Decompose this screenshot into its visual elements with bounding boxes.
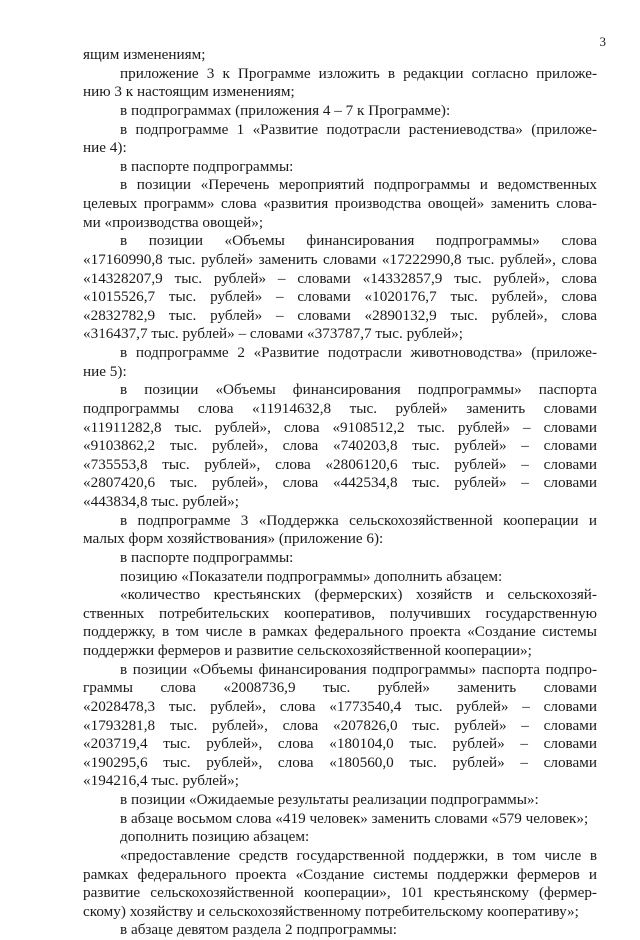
text-line: ственных потребительских кооперативов, получивших государственную xyxy=(83,604,597,622)
text-line: «1793281,8 тыс. рублей», слова «207826,0 тыс. рублей» – словами xyxy=(83,716,597,734)
text-line: «1015526,7 тыс. рублей» – словами «1020176,7 тыс. рублей», слова xyxy=(83,288,597,306)
text-line: в паспорте подпрограммы: xyxy=(120,157,294,175)
text-line: приложение 3 к Программе изложить в редакции согласно приложе- xyxy=(120,64,597,82)
text-line: в позиции «Объемы финансирования подпрограммы» паспорта xyxy=(120,381,597,399)
text-line: в подпрограмме 1 «Развитие подотрасли растениеводства» (приложе- xyxy=(120,120,597,138)
text-line: в позиции «Ожидаемые результаты реализации подпрограммы»: xyxy=(120,791,539,808)
text-line: скому) хозяйству и сельскохозяйственному потребительскому кооперативу»; xyxy=(83,902,579,920)
text-line: позицию «Показатели подпрограммы» дополнить абзацем: xyxy=(120,567,503,585)
text-line: «11911282,8 тыс. рублей», слова «9108512,2 тыс. рублей» – словами xyxy=(83,418,597,436)
text-line: в абзаце восьмом слова «419 человек» заменить словами «579 человек»; xyxy=(120,809,589,827)
text-line: ние 4): xyxy=(83,139,127,157)
text-line: «203719,4 тыс. рублей», слова «180104,0 тыс. рублей» – словами xyxy=(83,735,597,753)
text-line: «190295,6 тыс. рублей», слова «180560,0 тыс. рублей» – словами xyxy=(83,753,597,771)
text-line: в подпрограмме 3 «Поддержка сельскохозяйственной кооперации и xyxy=(120,511,597,529)
text-line: «443834,8 тыс. рублей»; xyxy=(83,493,239,510)
text-line: дополнить позицию абзацем: xyxy=(120,828,310,846)
text-line: подпрограммы слова «11914632,8 тыс. рублей» заменить словами xyxy=(83,399,597,417)
text-line: в абзаце девятом раздела 2 подпрограммы: xyxy=(120,921,397,939)
text-line: ми «производства овощей»; xyxy=(83,213,264,231)
text-line: поддержку, в том числе в рамках федерального проекта «Создание системы xyxy=(83,623,597,641)
text-line: «2807420,6 тыс. рублей», слова «442534,8 тыс. рублей» – словами xyxy=(83,474,597,492)
text-line: в позиции «Объемы финансирования подпрограммы» слова xyxy=(120,232,597,250)
text-line: «2028478,3 тыс. рублей», слова «1773540,4 тыс. рублей» – словами xyxy=(83,697,597,715)
text-line: рамках федерального проекта «Создание системы поддержки фермеров и xyxy=(83,865,597,883)
text-line: «735553,8 тыс. рублей», слова «2806120,6 тыс. рублей» – словами xyxy=(83,455,597,473)
text-line: в позиции «Объемы финансирования подпрограммы» паспорта подпро- xyxy=(120,660,597,678)
text-line: целевых программ» слова «развития производства овощей» заменить слова- xyxy=(83,195,597,212)
text-line: «14328207,9 тыс. рублей» – словами «14332857,9 тыс. рублей», слова xyxy=(83,269,597,287)
text-line: ящим изменениям; xyxy=(83,46,206,63)
text-line: «предоставление средств государственной поддержки, в том числе в xyxy=(120,846,597,864)
text-line: поддержки фермеров и развитие сельскохозяйственной кооперации»; xyxy=(83,642,532,659)
text-line: малых форм хозяйствования» (приложение 6): xyxy=(83,530,384,548)
document-body xyxy=(83,46,597,940)
text-line: нию 3 к настоящим изменениям; xyxy=(83,83,295,101)
text-line: в подпрограммах (приложения 4 – 7 к Программе): xyxy=(120,101,451,119)
text-line: ние 5): xyxy=(83,362,127,380)
text-line: «194216,4 тыс. рублей»; xyxy=(83,772,239,790)
text-line: в позиции «Перечень мероприятий подпрограммы и ведомственных xyxy=(120,176,597,194)
text-line: «316437,7 тыс. рублей» – словами «373787,7 тыс. рублей»; xyxy=(83,325,463,343)
text-line: «17160990,8 тыс. рублей» заменить словами «17222990,8 тыс. рублей», слова xyxy=(83,250,597,268)
text-line: «2832782,9 тыс. рублей» – словами «2890132,9 тыс. рублей», слова xyxy=(83,306,597,324)
text-line: развитие сельскохозяйственной кооперации», 101 крестьянскому (фермер- xyxy=(83,884,597,902)
text-line: в подпрограмме 2 «Развитие подотрасли животноводства» (приложе- xyxy=(120,344,597,361)
text-line: «количество крестьянских (фермерских) хозяйств и сельскохозяй- xyxy=(120,586,597,604)
text-line: в паспорте подпрограммы: xyxy=(120,548,294,566)
text-line: граммы слова «2008736,9 тыс. рублей» заменить словами xyxy=(83,679,597,697)
text-line: «9103862,2 тыс. рублей», слова «740203,8 тыс. рублей» – словами xyxy=(83,437,597,455)
page-number: 3 xyxy=(599,34,606,49)
